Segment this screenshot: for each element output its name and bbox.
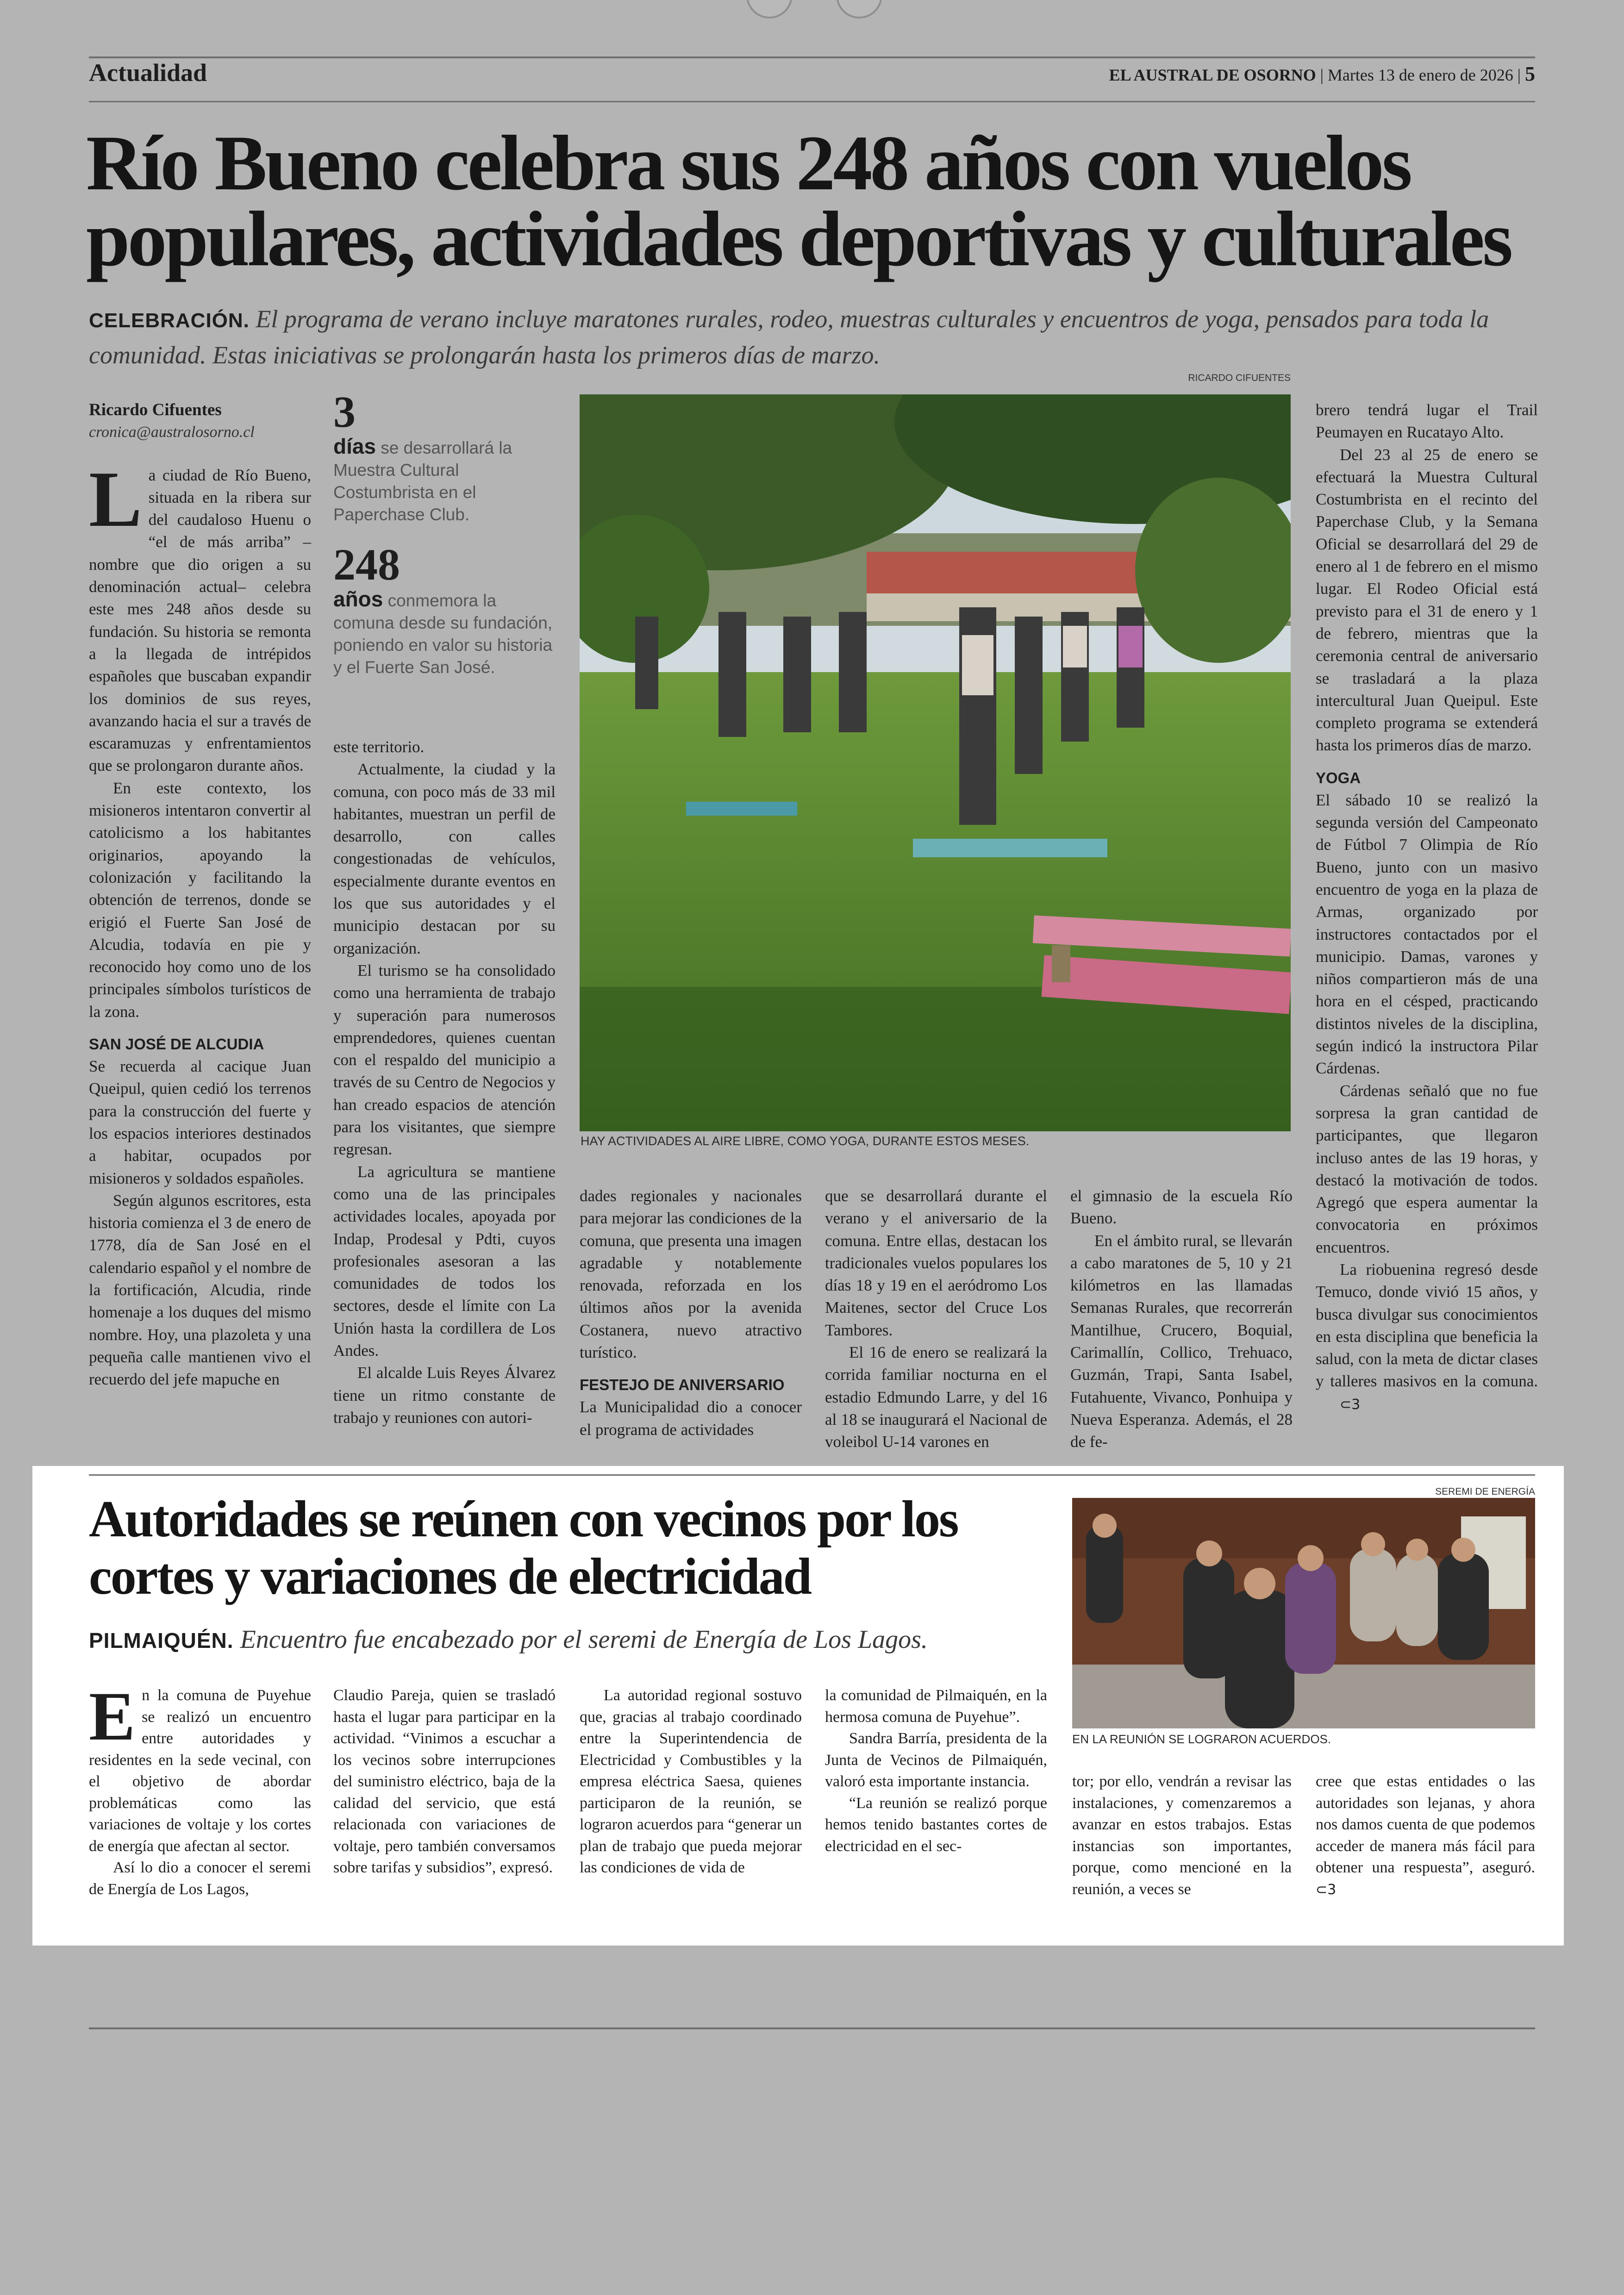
main-col-1 bbox=[89, 399, 311, 1391]
author-name: Ricardo Cifuentes bbox=[89, 400, 222, 419]
paragraph: Actualmente, la ciudad y la comuna, con poco más de 33 mil habitantes, muestran un perfil de desarrollo, con calles congestionadas de vehículos, especialmente durante eventos en los que sus autoridades y el municipio destacan por su organización. bbox=[333, 760, 556, 957]
yoga-photo bbox=[580, 394, 1291, 1131]
section-label: Actualidad bbox=[89, 59, 207, 87]
fact-box bbox=[333, 389, 556, 679]
photo-credit: SEREMI DE ENERGÍA bbox=[1435, 1486, 1535, 1497]
paragraph: Del 23 al 25 de enero se efectuará la Muestra Cultural Costumbrista en el recinto del Paperchase Club, y la Semana Oficial se desarrollará del 29 de enero al 1 de febrero en el mismo lugar. El Rodeo Oficial está previsto para el 31 de enero y 1 de febrero, mientras que la ceremonia central de aniversario se trasladará a la plaza intercultural Juan Queipul. Este completo programa se extenderá hasta los primeros días de marzo. bbox=[1316, 445, 1538, 755]
paragraph: Sandra Barría, presidenta de la Junta de Vecinos de Pilmaiquén, valoró esta importante instancia. bbox=[825, 1730, 1047, 1790]
paragraph: Se recuerda al cacique Juan Queipul, quien cedió los terrenos para la construcción del fuerte y los espacios interiores destinados a habitar, ocupados por misioneros y soldados españoles. bbox=[89, 1057, 311, 1187]
paragraph: La Municipalidad dio a conocer el programa de actividades bbox=[580, 1398, 802, 1439]
fact-number: 3 bbox=[333, 387, 356, 437]
paper-name: EL AUSTRAL DE OSORNO bbox=[1109, 66, 1316, 84]
issue-date: | Martes 13 de enero de 2026 | bbox=[1320, 66, 1521, 84]
paragraph: El alcalde Luis Reyes Álvarez tiene un ritmo constante de trabajo y reuniones con autori- bbox=[333, 1364, 556, 1427]
author-email: cronica@australosorno.cl bbox=[89, 424, 255, 441]
paragraph: la comunidad de Pilmaiquén, en la hermosa comuna de Puyehue”. bbox=[825, 1687, 1047, 1726]
fact-text: años conmemora la comuna desde su fundación, poniendo en valor su historia y el Fuerte San José. bbox=[333, 587, 553, 677]
paragraph: El turismo se ha consolidado como una herramienta de trabajo y superación para numerosos emprendedores, quienes cuentan con el respaldo del municipio a través de su Centro de Negocios y han creado espacios de atención para los visitantes, que siempre regresan. bbox=[333, 961, 556, 1159]
second-col-2 bbox=[333, 1685, 556, 1879]
paragraph: La agricultura se mantiene como una de las principales actividades locales, apoyada por Indap, Prodesal y Pdti, cuyos profesionales asesoran a las comunidades de todos los sectores, desde el límite con La Unión hasta la cordillera de Los Andes. bbox=[333, 1162, 556, 1360]
photo-credit: RICARDO CIFUENTES bbox=[1188, 373, 1291, 383]
paragraph: El 16 de enero se realizará la corrida familiar nocturna en el estadio Edmundo Larre, y del 16 al 18 se inaugurará el Nacional de voleibol U-14 varones en bbox=[825, 1343, 1047, 1451]
end-mark-icon: ⊂3 bbox=[1340, 1396, 1361, 1413]
dropcap: E bbox=[89, 1678, 136, 1755]
second-headline: Autoridades se reúnen con vecinos por los cortes y variaciones de electricidad bbox=[89, 1491, 958, 1605]
paragraph: En el ámbito rural, se llevarán a cabo maratones de 5, 10 y 21 kilómetros en las llamadas Semanas Rurales, que recorrerán Mantilhue, Crucero, Boquial, Carimallín, Collico, Trehuaco, Guzmán, Trapi, Santa Isabel, Futahuente, Vivanco, Ponhuipa y Nueva Esperanza. Además, el 28 de fe- bbox=[1070, 1231, 1293, 1451]
second-col-5 bbox=[1072, 1771, 1292, 1900]
paragraph: Según algunos escritores, esta historia comienza el 3 de enero de 1778, día de San José en el calendario español y el nombre de la fortificación, Alcudia, rinde homenaje a los duques del mismo nombre. Hoy, una plazoleta y una pequeña calle mantienen vivo el recuerdo del jefe mapuche en bbox=[89, 1191, 311, 1389]
main-col-3 bbox=[580, 1185, 802, 1441]
page-number: 5 bbox=[1525, 62, 1535, 85]
paragraph: En la comuna de Puyehue se realizó un encuentro entre autoridades y residentes en la sede vecinal, con el objetivo de abordar problemáticas como las variaciones de voltaje y los cortes de energía que afectan al sector. bbox=[89, 1678, 311, 1855]
paragraph: tor; por ello, vendrán a revisar las instalaciones, y comenzaremos a avanzar en estos trabajos. Estas instancias son importantes, porque, como mencioné en la reunión, a veces se bbox=[1072, 1773, 1292, 1898]
second-col-3 bbox=[580, 1685, 802, 1879]
main-col-4 bbox=[825, 1185, 1047, 1453]
second-col-6 bbox=[1316, 1771, 1535, 1901]
subheading: YOGA bbox=[1316, 769, 1361, 786]
main-col-6 bbox=[1316, 399, 1538, 1416]
second-col-4 bbox=[825, 1685, 1047, 1857]
top-rule bbox=[89, 56, 1535, 58]
paragraph: La autoridad regional sostuvo que, gracias al trabajo coordinado entre la Superintendencia de Electricidad y Combustibles y la empresa eléctrica Saesa, quienes participaron de la reunión, se lograron acuerdos para “generar un plan de trabajo que pueda mejorar las condiciones de vida de bbox=[580, 1687, 802, 1876]
next-page-button[interactable] bbox=[836, 0, 882, 19]
second-kicker: PILMAIQUÉN. bbox=[89, 1628, 234, 1653]
bottom-rule bbox=[89, 2027, 1535, 2029]
paragraph: el gimnasio de la escuela Río Bueno. bbox=[1070, 1187, 1293, 1228]
paragraph: El sábado 10 se realizó la segunda versión del Campeonato de Fútbol 7 Olimpia de Río Bueno, junto con un masivo encuentro de yoga en la plaza de Armas, organizado por instructores contactados por el municipio. Damas, varones y niños compartieron más de una hora en el césped, practicando distintos niveles de la disciplina, según indicó la instructora Pilar Cárdenas. bbox=[1316, 791, 1538, 1078]
main-col-2 bbox=[333, 736, 556, 1429]
main-deck-text: El programa de verano incluye maratones rurales, rodeo, muestras culturales y encuentros de yoga, pensados para toda la comunidad. Estas iniciativas se prolongarán hasta los primeros días de marzo. bbox=[89, 305, 1489, 369]
second-deck-text: Encuentro fue encabezado por el seremi de Energía de Los Lagos. bbox=[240, 1625, 928, 1654]
photo-caption: EN LA REUNIÓN SE LOGRARON ACUERDOS. bbox=[1072, 1732, 1331, 1746]
masthead bbox=[1109, 62, 1535, 86]
photo-caption: HAY ACTIVIDADES AL AIRE LIBRE, COMO YOGA, DURANTE ESTOS MESES. bbox=[581, 1134, 1030, 1148]
main-kicker: CELEBRACIÓN. bbox=[89, 309, 250, 332]
main-headline: Río Bueno celebra sus 248 años con vuelos populares, actividades deportivas y culturales bbox=[86, 119, 1511, 282]
subheading: FESTEJO DE ANIVERSARIO bbox=[580, 1376, 785, 1394]
paragraph: “La reunión se realizó porque hemos tenido bastantes cortes de electricidad en el sec- bbox=[825, 1794, 1047, 1855]
main-col-5 bbox=[1070, 1185, 1293, 1453]
end-mark-icon: ⊂3 bbox=[1316, 1881, 1337, 1898]
paragraph: dades regionales y nacionales para mejorar las condiciones de la comuna, que presenta una imagen agradable y notablemente renovada, reforzada en los últimos años por la avenida Costanera, nuevo atractivo turístico. bbox=[580, 1187, 802, 1362]
paragraph: cree que estas entidades o las autoridades son lejanas, y ahora nos damos cuenta de que podemos acceder de manera más fácil para obtener una respuesta”, aseguró.⊂3 bbox=[1316, 1771, 1535, 1901]
header-rule bbox=[89, 101, 1535, 102]
second-deck bbox=[89, 1625, 1084, 1654]
paragraph: La ciudad de Río Bueno, situada en la ribera sur del caudaloso Huenu o “el de más arriba” –nombre que dio origen a su denominación actual– celebra este mes 248 años desde su fundación. Su historia se remonta a la llegada de intrépidos españoles que buscaban expandir los dominios de sus reyes, avanzando hacia el sur a través de escaramuzas y enfrentamientos que se prolongaron durante años. bbox=[89, 455, 311, 775]
paragraph: Claudio Pareja, quien se trasladó hasta el lugar para participar en la actividad. “Vinimos a escuchar a los vecinos sobre interrupciones del suministro eléctrico, baja de la calidad del servicio, que está relacionada con variaciones de voltaje, pero también conversamos sobre tarifas y subsidios”, expresó. bbox=[333, 1687, 556, 1876]
subheading: SAN JOSÉ DE ALCUDIA bbox=[89, 1035, 264, 1053]
meeting-photo bbox=[1072, 1498, 1535, 1728]
paragraph: En este contexto, los misioneros intentaron convertir al catolicismo a los habitantes originarios, apoyando la colonización y facilitando la obtención de terrenos, donde se erigió el Fuerte San José de Alcudia, todavía en pie y reconocido hoy como uno de los principales símbolos turísticos de la zona. bbox=[89, 779, 311, 1021]
paragraph: Así lo dio a conocer el seremi de Energía de Los Lagos, bbox=[89, 1859, 311, 1898]
main-deck bbox=[89, 302, 1547, 373]
paragraph: Cárdenas señaló que no fue sorpresa la gran cantidad de participantes, que llegaron incluso antes de las 19 horas, y destacó la motivación de todos. Agregó que espera aumentar la convocatoria en próximos encuentros. bbox=[1316, 1081, 1538, 1256]
paragraph: La riobuenina regresó desde Temuco, donde vivió 15 años, y busca divulgar sus conocimientos en esta disciplina que beneficia la salud, con la meta de dictar clases y talleres masivos en la comuna.⊂3 bbox=[1316, 1259, 1538, 1416]
dropcap: L bbox=[89, 455, 142, 543]
paragraph: brero tendrá lugar el Trail Peumayen en Rucatayo Alto. bbox=[1316, 401, 1538, 442]
section-rule bbox=[89, 1474, 1535, 1476]
paragraph: que se desarrollará durante el verano y el aniversario de la comuna. Entre ellas, destacan los tradicionales vuelos populares los días 18 y 19 en el aeródromo Los Maitenes, sector del Cruce Los Tambores. bbox=[825, 1187, 1047, 1339]
previous-page-button[interactable] bbox=[746, 0, 793, 19]
second-col-1 bbox=[89, 1678, 311, 1900]
fact-number: 248 bbox=[333, 540, 400, 589]
fact-text: días se desarrollará la Muestra Cultural Costumbrista en el Paperchase Club. bbox=[333, 434, 512, 524]
paragraph: este territorio. bbox=[333, 738, 425, 756]
